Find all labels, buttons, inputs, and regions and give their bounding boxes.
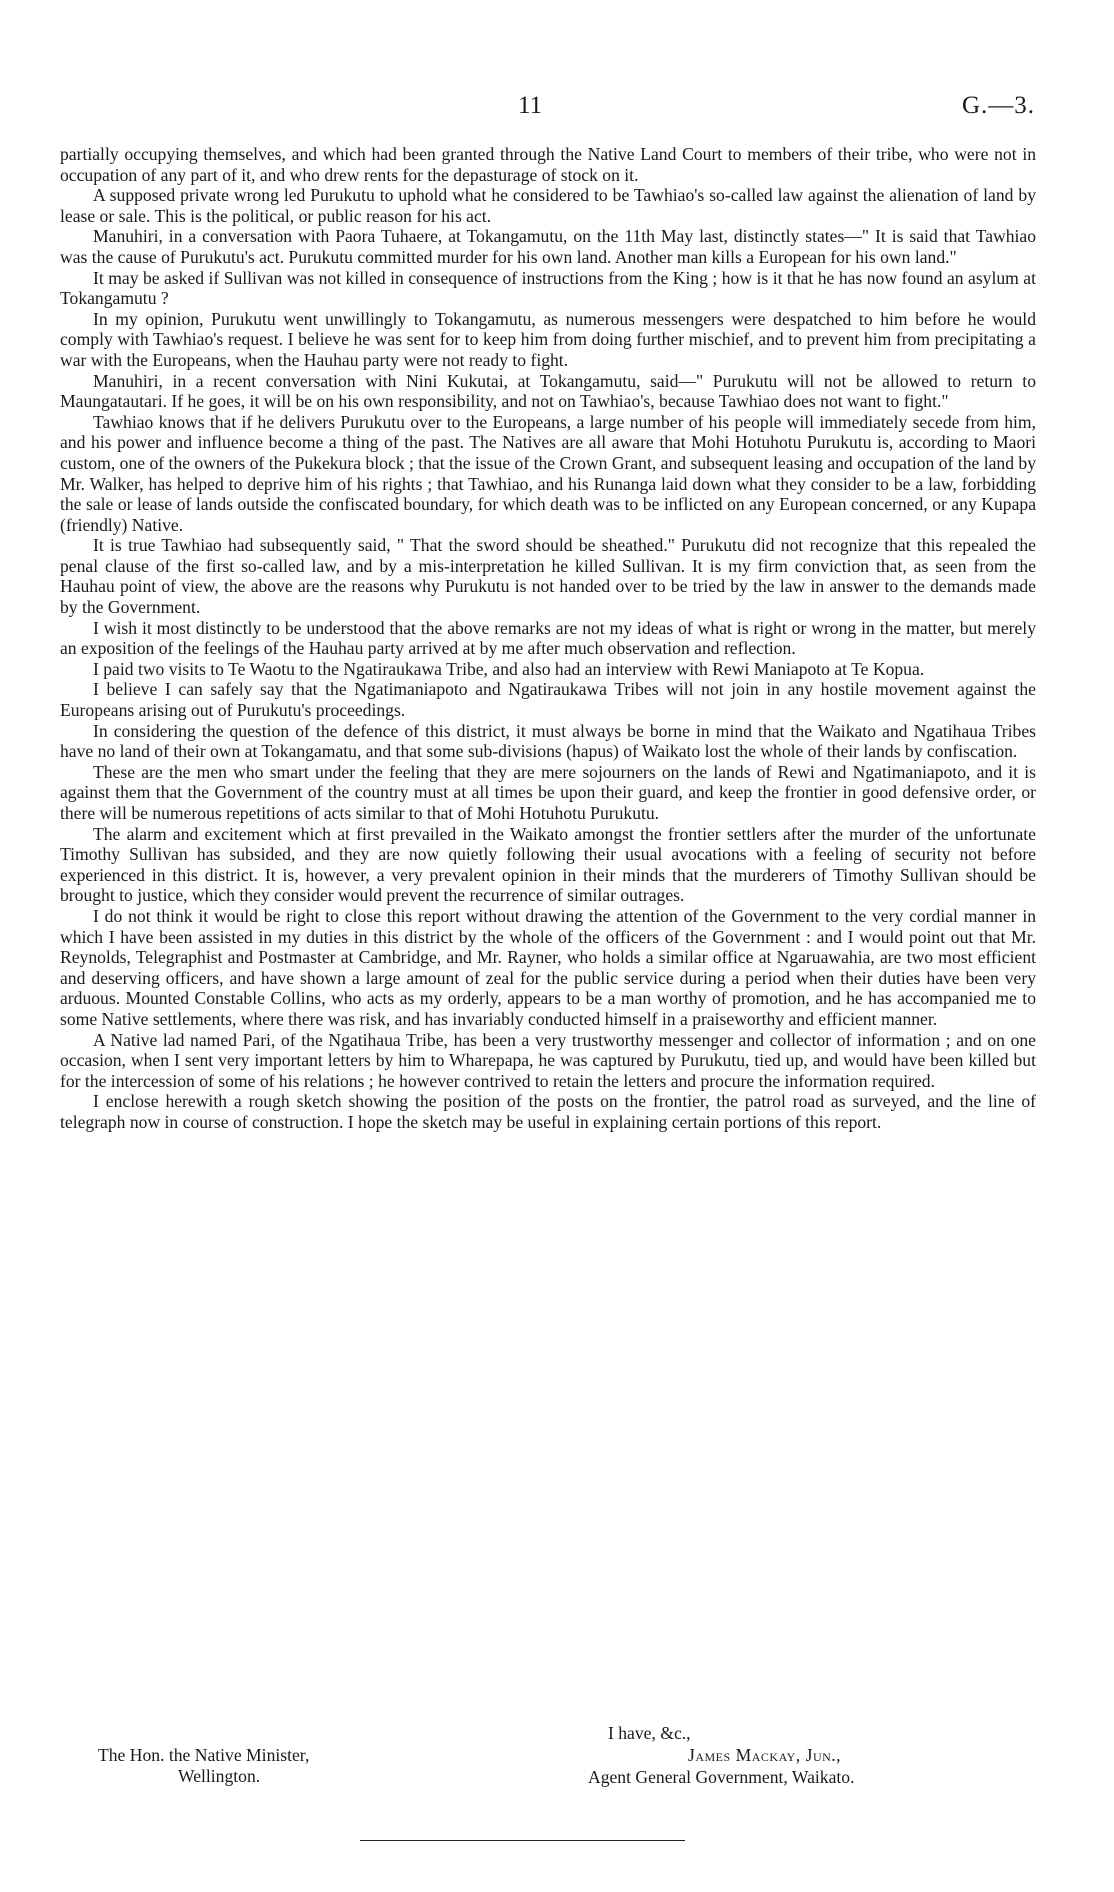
end-rule-divider <box>360 1840 685 1841</box>
signature-block <box>60 1709 1036 1819</box>
document-reference: G.—3. <box>962 92 1036 119</box>
paragraph: A Native lad named Pari, of the Ngatihaua Tribe, has been a very trustworthy messenger and collector of information ; and on one occasion, when I sent very important letters by him to Wharepapa, he was captured by Purukutu, tied up, and would have been killed but for the intercession of some of his relations ; he however contrived to retain the letters and procure the information required. <box>60 1029 1036 1091</box>
addressee-line: Wellington. <box>178 1766 261 1786</box>
paragraph: Manuhiri, in a conversation with Paora Tuhaere, at Tokangamutu, on the 11th May last, distinctly states—" It is said that Tawhiao was the cause of Purukutu's act. Purukutu committed murder for his own land. Another man kills a European for his own land." <box>60 226 1036 267</box>
paragraph: I do not think it would be right to close this report without drawing the attention of the Government to the very cordial manner in which I have been assisted in my duties in this district by the whole of the officers of the Government : and I would point out that Mr. Reynolds, Telegraphist and Postmaster at Cambridge, and Mr. Rayner, who holds a similar office at Ngaruawahia, are two most efficient and deserving officers, and have shown a large amount of zeal for the public service during a period when their duties have been very arduous. Mounted Constable Collins, who acts as my orderly, appears to be a man worthy of promotion, and he has accompanied me to some Native settlements, where there was risk, and has invariably conducted himself in a praiseworthy and efficient manner. <box>60 905 1036 1029</box>
page-number: 11 <box>518 92 543 119</box>
paragraph: Manuhiri, in a recent conversation with Nini Kukutai, at Tokangamutu, said—" Purukutu will not be allowed to return to Maungatautari. If he goes, it will be on his own responsibility, and not on Tawhiao's, because Tawhiao does not want to fight." <box>60 370 1036 412</box>
addressee-line: The Hon. the Native Minister, <box>98 1745 310 1765</box>
addressee <box>98 1745 309 1787</box>
paragraph: I believe I can safely say that the Ngatimaniapoto and Ngatiraukawa Tribes will not join in any hostile movement against the Europeans arising out of Purukutu's proceedings. <box>60 679 1036 721</box>
paragraph: partially occupying themselves, and which had been granted through the Native Land Court to members of their tribe, who were not in occupation of any part of it, and who drew rents for the depasturage of stock on it. <box>60 144 1036 185</box>
closing-salutation: I have, &c., <box>608 1723 691 1743</box>
paragraph: It may be asked if Sullivan was not killed in consequence of instructions from the King ; how is it that he has now found an asylum at Tokangamutu ? <box>60 267 1036 309</box>
paragraph: These are the men who smart under the feeling that they are mere sojourners on the lands of Rewi and Ngatimaniapoto, and it is against them that the Government of the country must at all times be upon their guard, and keep the frontier in good defensive order, or there will be numerous repetitions of acts similar to that of Mohi Hotuhotu Purukutu. <box>60 761 1036 823</box>
paragraph: In my opinion, Purukutu went unwillingly to Tokangamutu, as numerous messengers were despatched to him before he would comply with Tawhiao's request. I believe he was sent for to keep him from doing further mischief, and to prevent him from precipitating a war with the Europeans, when the Hauhau party were not ready to fight. <box>60 308 1036 370</box>
paragraph: The alarm and excitement which at first prevailed in the Waikato amongst the frontier settlers after the murder of the unfortunate Timothy Sullivan has subsided, and they are now quietly following their usual avocations with a feeling of security not before experienced in this district. It is, however, a very prevalent opinion in their minds that the murderers of Timothy Sullivan should be brought to justice, which they consider would prevent the recurrence of similar outrages. <box>60 823 1036 906</box>
signature-name: James Mackay, Jun., <box>688 1745 842 1765</box>
paragraph: A supposed private wrong led Purukutu to uphold what he considered to be Tawhiao's so-called law against the alienation of land by lease or sale. This is the political, or public reason for his act. <box>60 185 1036 226</box>
signature-title: Agent General Government, Waikato. <box>588 1767 855 1787</box>
page-header <box>0 92 1114 128</box>
report-body <box>60 144 1036 1133</box>
paragraph: In considering the question of the defence of this district, it must always be borne in mind that the Waikato and Ngatihaua Tribes have no land of their own at Tokangamatu, and that some sub-divisions (hapus) of Waikato lost the whole of their lands by confiscation. <box>60 720 1036 762</box>
paragraph: I enclose herewith a rough sketch showing the position of the posts on the frontier, the patrol road as surveyed, and the line of telegraph now in course of construction. I hope the sketch may be useful in explaining certain portions of this report. <box>60 1091 1036 1132</box>
paragraph: It is true Tawhiao had subsequently said, " That the sword should be sheathed." Purukutu did not recognize that this repealed the penal clause of the first so-called law, and by a mis-interpretation he killed Sullivan. It is my firm conviction that, as seen from the Hauhau point of view, the above are the reasons why Purukutu is not handed over to be tried by the law in answer to the demands made by the Government. <box>60 535 1036 618</box>
paragraph: I paid two visits to Te Waotu to the Ngatiraukawa Tribe, and also had an interview with Rewi Maniapoto at Te Kopua. <box>93 658 925 679</box>
paragraph: I wish it most distinctly to be understood that the above remarks are not my ideas of what is right or wrong in the matter, but merely an exposition of the feelings of the Hauhau party arrived at by me after much observation and reflection. <box>60 617 1036 659</box>
paragraph: Tawhiao knows that if he delivers Purukutu over to the Europeans, a large number of his people will immediately secede from him, and his power and influence become a thing of the past. The Natives are all aware that Mohi Hotuhotu Purukutu is, according to Maori custom, one of the owners of the Pukekura block ; that the issue of the Crown Grant, and subsequent leasing and occupation of the land by Mr. Walker, has helped to deprive him of his rights ; that Tawhiao, and his Runanga laid down what they consider to be a law, forbidding the sale or lease of lands outside the confiscated boundary, for which death was to be inflicted on any European concerned, or any Kupapa (friendly) Native. <box>60 411 1036 535</box>
